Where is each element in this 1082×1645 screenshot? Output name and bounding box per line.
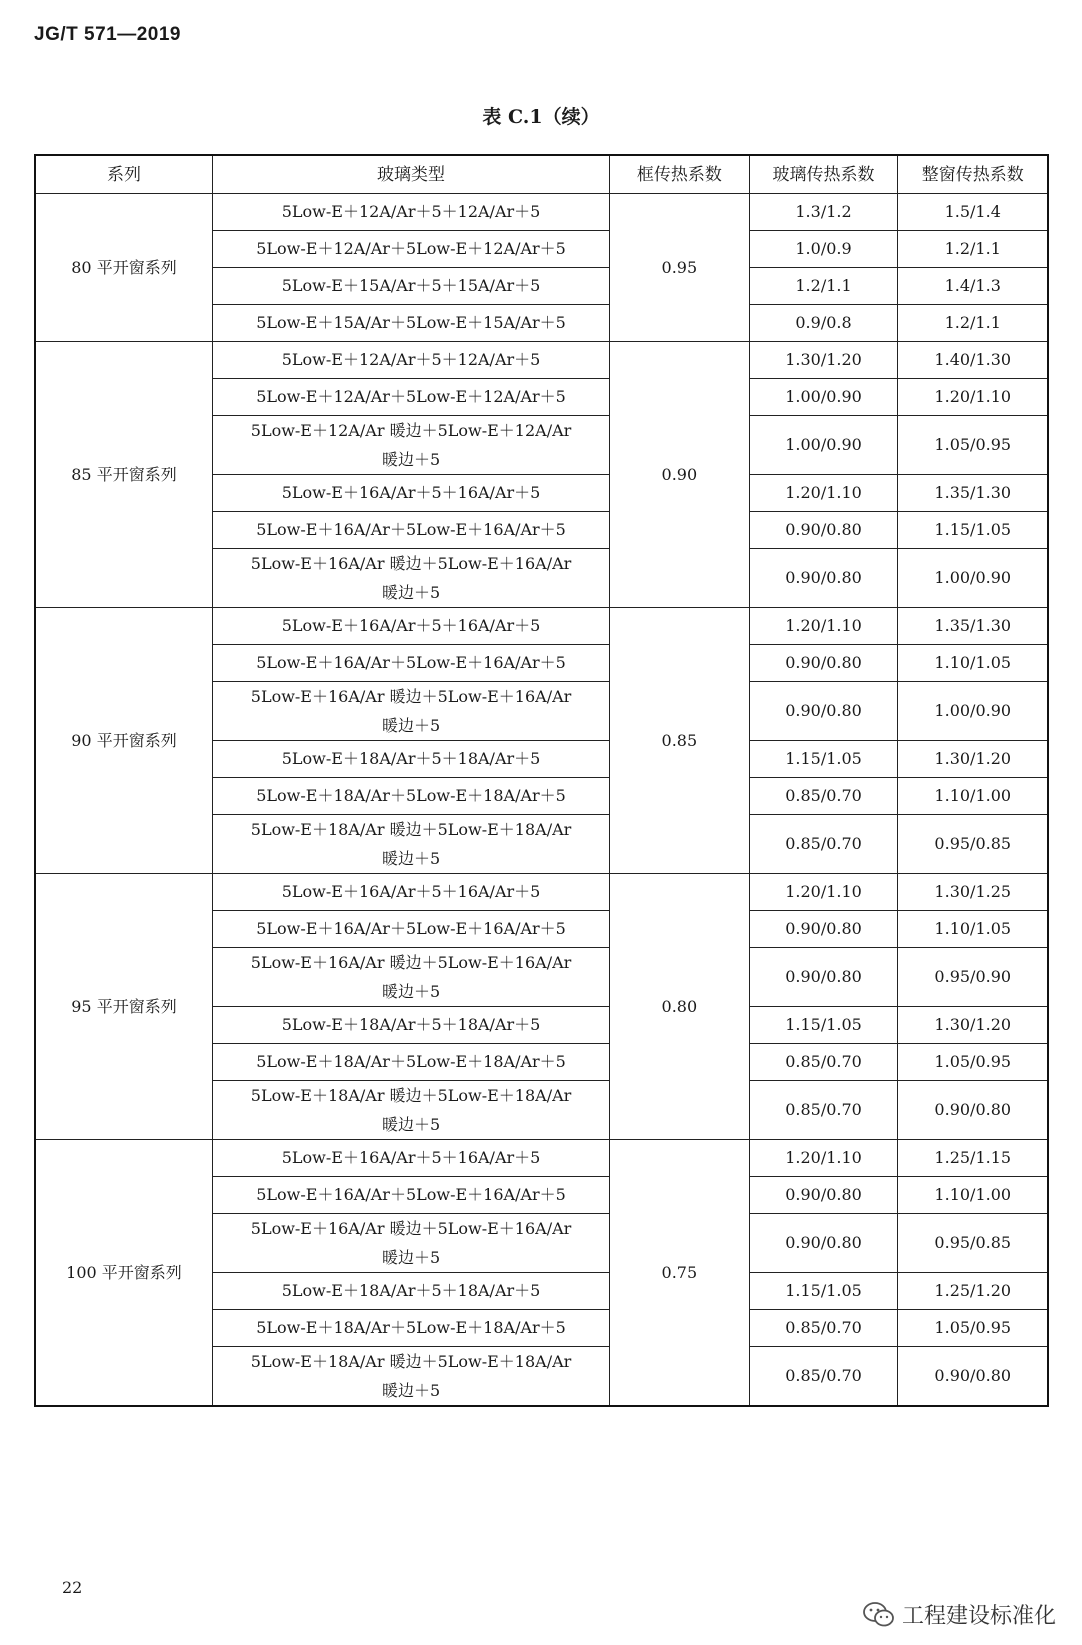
window-u-cell: 1.30/1.20: [898, 1007, 1048, 1044]
frame-u-cell: 0.80: [610, 874, 749, 1140]
window-u-cell: 1.15/1.05: [898, 512, 1048, 549]
glass-type-cell: 5Low-E＋16A/Ar 暖边＋5Low-E＋16A/Ar 暖边＋5: [212, 1214, 609, 1273]
glass-type-cell: 5Low-E＋16A/Ar＋5＋16A/Ar＋5: [212, 1140, 609, 1177]
heat-transfer-table: [34, 154, 1049, 1407]
glass-u-cell: 1.15/1.05: [749, 1007, 898, 1044]
glass-u-cell: 1.15/1.05: [749, 1273, 898, 1310]
glass-u-cell: 1.20/1.10: [749, 608, 898, 645]
glass-u-cell: 1.00/0.90: [749, 416, 898, 475]
glass-u-cell: 1.00/0.90: [749, 379, 898, 416]
column-header-series: 系列: [35, 155, 212, 194]
table-header-row: [35, 155, 1048, 194]
glass-u-cell: 1.30/1.20: [749, 342, 898, 379]
glass-u-cell: 0.9/0.8: [749, 305, 898, 342]
glass-type-cell: 5Low-E＋16A/Ar＋5＋16A/Ar＋5: [212, 475, 609, 512]
frame-u-cell: 0.95: [610, 194, 749, 342]
glass-u-cell: 1.0/0.9: [749, 231, 898, 268]
glass-type-cell: 5Low-E＋18A/Ar 暖边＋5Low-E＋18A/Ar 暖边＋5: [212, 815, 609, 874]
window-u-cell: 1.25/1.15: [898, 1140, 1048, 1177]
window-u-cell: 1.10/1.05: [898, 911, 1048, 948]
glass-type-cell: 5Low-E＋15A/Ar＋5＋15A/Ar＋5: [212, 268, 609, 305]
glass-type-cell: 5Low-E＋18A/Ar＋5＋18A/Ar＋5: [212, 1273, 609, 1310]
series-cell: 85 平开窗系列: [35, 342, 212, 608]
glass-type-cell: 5Low-E＋16A/Ar 暖边＋5Low-E＋16A/Ar 暖边＋5: [212, 682, 609, 741]
window-u-cell: 0.90/0.80: [898, 1347, 1048, 1407]
wechat-icon: [862, 1601, 896, 1629]
column-header-glass-type: 玻璃类型: [212, 155, 609, 194]
window-u-cell: 1.40/1.30: [898, 342, 1048, 379]
frame-u-cell: 0.85: [610, 608, 749, 874]
glass-type-cell: 5Low-E＋12A/Ar 暖边＋5Low-E＋12A/Ar 暖边＋5: [212, 416, 609, 475]
glass-type-cell: 5Low-E＋18A/Ar 暖边＋5Low-E＋18A/Ar 暖边＋5: [212, 1081, 609, 1140]
glass-type-cell: 5Low-E＋16A/Ar＋5＋16A/Ar＋5: [212, 608, 609, 645]
series-cell: 80 平开窗系列: [35, 194, 212, 342]
window-u-cell: 1.05/0.95: [898, 1044, 1048, 1081]
glass-type-cell: 5Low-E＋18A/Ar＋5＋18A/Ar＋5: [212, 1007, 609, 1044]
window-u-cell: 1.5/1.4: [898, 194, 1048, 231]
glass-u-cell: 1.20/1.10: [749, 1140, 898, 1177]
table-row: [35, 1140, 1048, 1177]
window-u-cell: 0.95/0.85: [898, 1214, 1048, 1273]
window-u-cell: 1.30/1.20: [898, 741, 1048, 778]
glass-type-cell: 5Low-E＋12A/Ar＋5＋12A/Ar＋5: [212, 194, 609, 231]
standard-code: JG/T 571—2019: [34, 24, 181, 45]
glass-type-cell: 5Low-E＋18A/Ar＋5Low-E＋18A/Ar＋5: [212, 1044, 609, 1081]
glass-type-cell: 5Low-E＋12A/Ar＋5Low-E＋12A/Ar＋5: [212, 231, 609, 268]
glass-u-cell: 0.90/0.80: [749, 645, 898, 682]
table-title: 表 C.1（续）: [482, 106, 600, 128]
table-row: [35, 608, 1048, 645]
glass-u-cell: 0.90/0.80: [749, 948, 898, 1007]
glass-type-cell: 5Low-E＋18A/Ar＋5Low-E＋18A/Ar＋5: [212, 778, 609, 815]
glass-u-cell: 0.90/0.80: [749, 911, 898, 948]
glass-u-cell: 1.15/1.05: [749, 741, 898, 778]
glass-type-cell: 5Low-E＋16A/Ar＋5Low-E＋16A/Ar＋5: [212, 512, 609, 549]
glass-u-cell: 0.85/0.70: [749, 1347, 898, 1407]
window-u-cell: 0.95/0.85: [898, 815, 1048, 874]
glass-u-cell: 0.90/0.80: [749, 549, 898, 608]
glass-u-cell: 1.20/1.10: [749, 475, 898, 512]
glass-u-cell: 0.85/0.70: [749, 1081, 898, 1140]
glass-type-cell: 5Low-E＋16A/Ar＋5Low-E＋16A/Ar＋5: [212, 645, 609, 682]
glass-u-cell: 1.3/1.2: [749, 194, 898, 231]
frame-u-cell: 0.75: [610, 1140, 749, 1407]
glass-type-cell: 5Low-E＋12A/Ar＋5＋12A/Ar＋5: [212, 342, 609, 379]
page-number: 22: [62, 1578, 83, 1597]
window-u-cell: 1.2/1.1: [898, 305, 1048, 342]
series-cell: 90 平开窗系列: [35, 608, 212, 874]
glass-u-cell: 0.90/0.80: [749, 1214, 898, 1273]
window-u-cell: 1.00/0.90: [898, 549, 1048, 608]
table-row: [35, 342, 1048, 379]
frame-u-cell: 0.90: [610, 342, 749, 608]
glass-u-cell: 0.85/0.70: [749, 815, 898, 874]
glass-type-cell: 5Low-E＋18A/Ar＋5Low-E＋18A/Ar＋5: [212, 1310, 609, 1347]
glass-u-cell: 0.85/0.70: [749, 1310, 898, 1347]
series-cell: 100 平开窗系列: [35, 1140, 212, 1407]
glass-type-cell: 5Low-E＋18A/Ar 暖边＋5Low-E＋18A/Ar 暖边＋5: [212, 1347, 609, 1407]
glass-u-cell: 0.90/0.80: [749, 682, 898, 741]
watermark: [862, 1599, 1056, 1630]
glass-type-cell: 5Low-E＋16A/Ar＋5Low-E＋16A/Ar＋5: [212, 911, 609, 948]
glass-type-cell: 5Low-E＋16A/Ar＋5＋16A/Ar＋5: [212, 874, 609, 911]
glass-u-cell: 0.90/0.80: [749, 512, 898, 549]
series-cell: 95 平开窗系列: [35, 874, 212, 1140]
glass-type-cell: 5Low-E＋15A/Ar＋5Low-E＋15A/Ar＋5: [212, 305, 609, 342]
window-u-cell: 1.10/1.00: [898, 778, 1048, 815]
glass-u-cell: 1.20/1.10: [749, 874, 898, 911]
window-u-cell: 1.05/0.95: [898, 416, 1048, 475]
window-u-cell: 1.10/1.00: [898, 1177, 1048, 1214]
window-u-cell: 1.00/0.90: [898, 682, 1048, 741]
window-u-cell: 1.2/1.1: [898, 231, 1048, 268]
watermark-text: 工程建设标准化: [901, 1604, 1056, 1629]
glass-type-cell: 5Low-E＋16A/Ar 暖边＋5Low-E＋16A/Ar 暖边＋5: [212, 549, 609, 608]
window-u-cell: 1.35/1.30: [898, 475, 1048, 512]
glass-type-cell: 5Low-E＋16A/Ar＋5Low-E＋16A/Ar＋5: [212, 1177, 609, 1214]
glass-u-cell: 1.2/1.1: [749, 268, 898, 305]
glass-u-cell: 0.85/0.70: [749, 1044, 898, 1081]
window-u-cell: 1.4/1.3: [898, 268, 1048, 305]
glass-type-cell: 5Low-E＋16A/Ar 暖边＋5Low-E＋16A/Ar 暖边＋5: [212, 948, 609, 1007]
glass-u-cell: 0.90/0.80: [749, 1177, 898, 1214]
table-row: [35, 874, 1048, 911]
window-u-cell: 1.30/1.25: [898, 874, 1048, 911]
column-header-frame-u: 框传热系数: [610, 155, 749, 194]
column-header-glass-u: 玻璃传热系数: [749, 155, 898, 194]
window-u-cell: 0.95/0.90: [898, 948, 1048, 1007]
window-u-cell: 1.35/1.30: [898, 608, 1048, 645]
table-row: [35, 194, 1048, 231]
window-u-cell: 1.25/1.20: [898, 1273, 1048, 1310]
glass-type-cell: 5Low-E＋18A/Ar＋5＋18A/Ar＋5: [212, 741, 609, 778]
column-header-window-u: 整窗传热系数: [898, 155, 1048, 194]
window-u-cell: 1.05/0.95: [898, 1310, 1048, 1347]
window-u-cell: 0.90/0.80: [898, 1081, 1048, 1140]
window-u-cell: 1.20/1.10: [898, 379, 1048, 416]
glass-type-cell: 5Low-E＋12A/Ar＋5Low-E＋12A/Ar＋5: [212, 379, 609, 416]
table-body: [35, 194, 1048, 1407]
window-u-cell: 1.10/1.05: [898, 645, 1048, 682]
glass-u-cell: 0.85/0.70: [749, 778, 898, 815]
